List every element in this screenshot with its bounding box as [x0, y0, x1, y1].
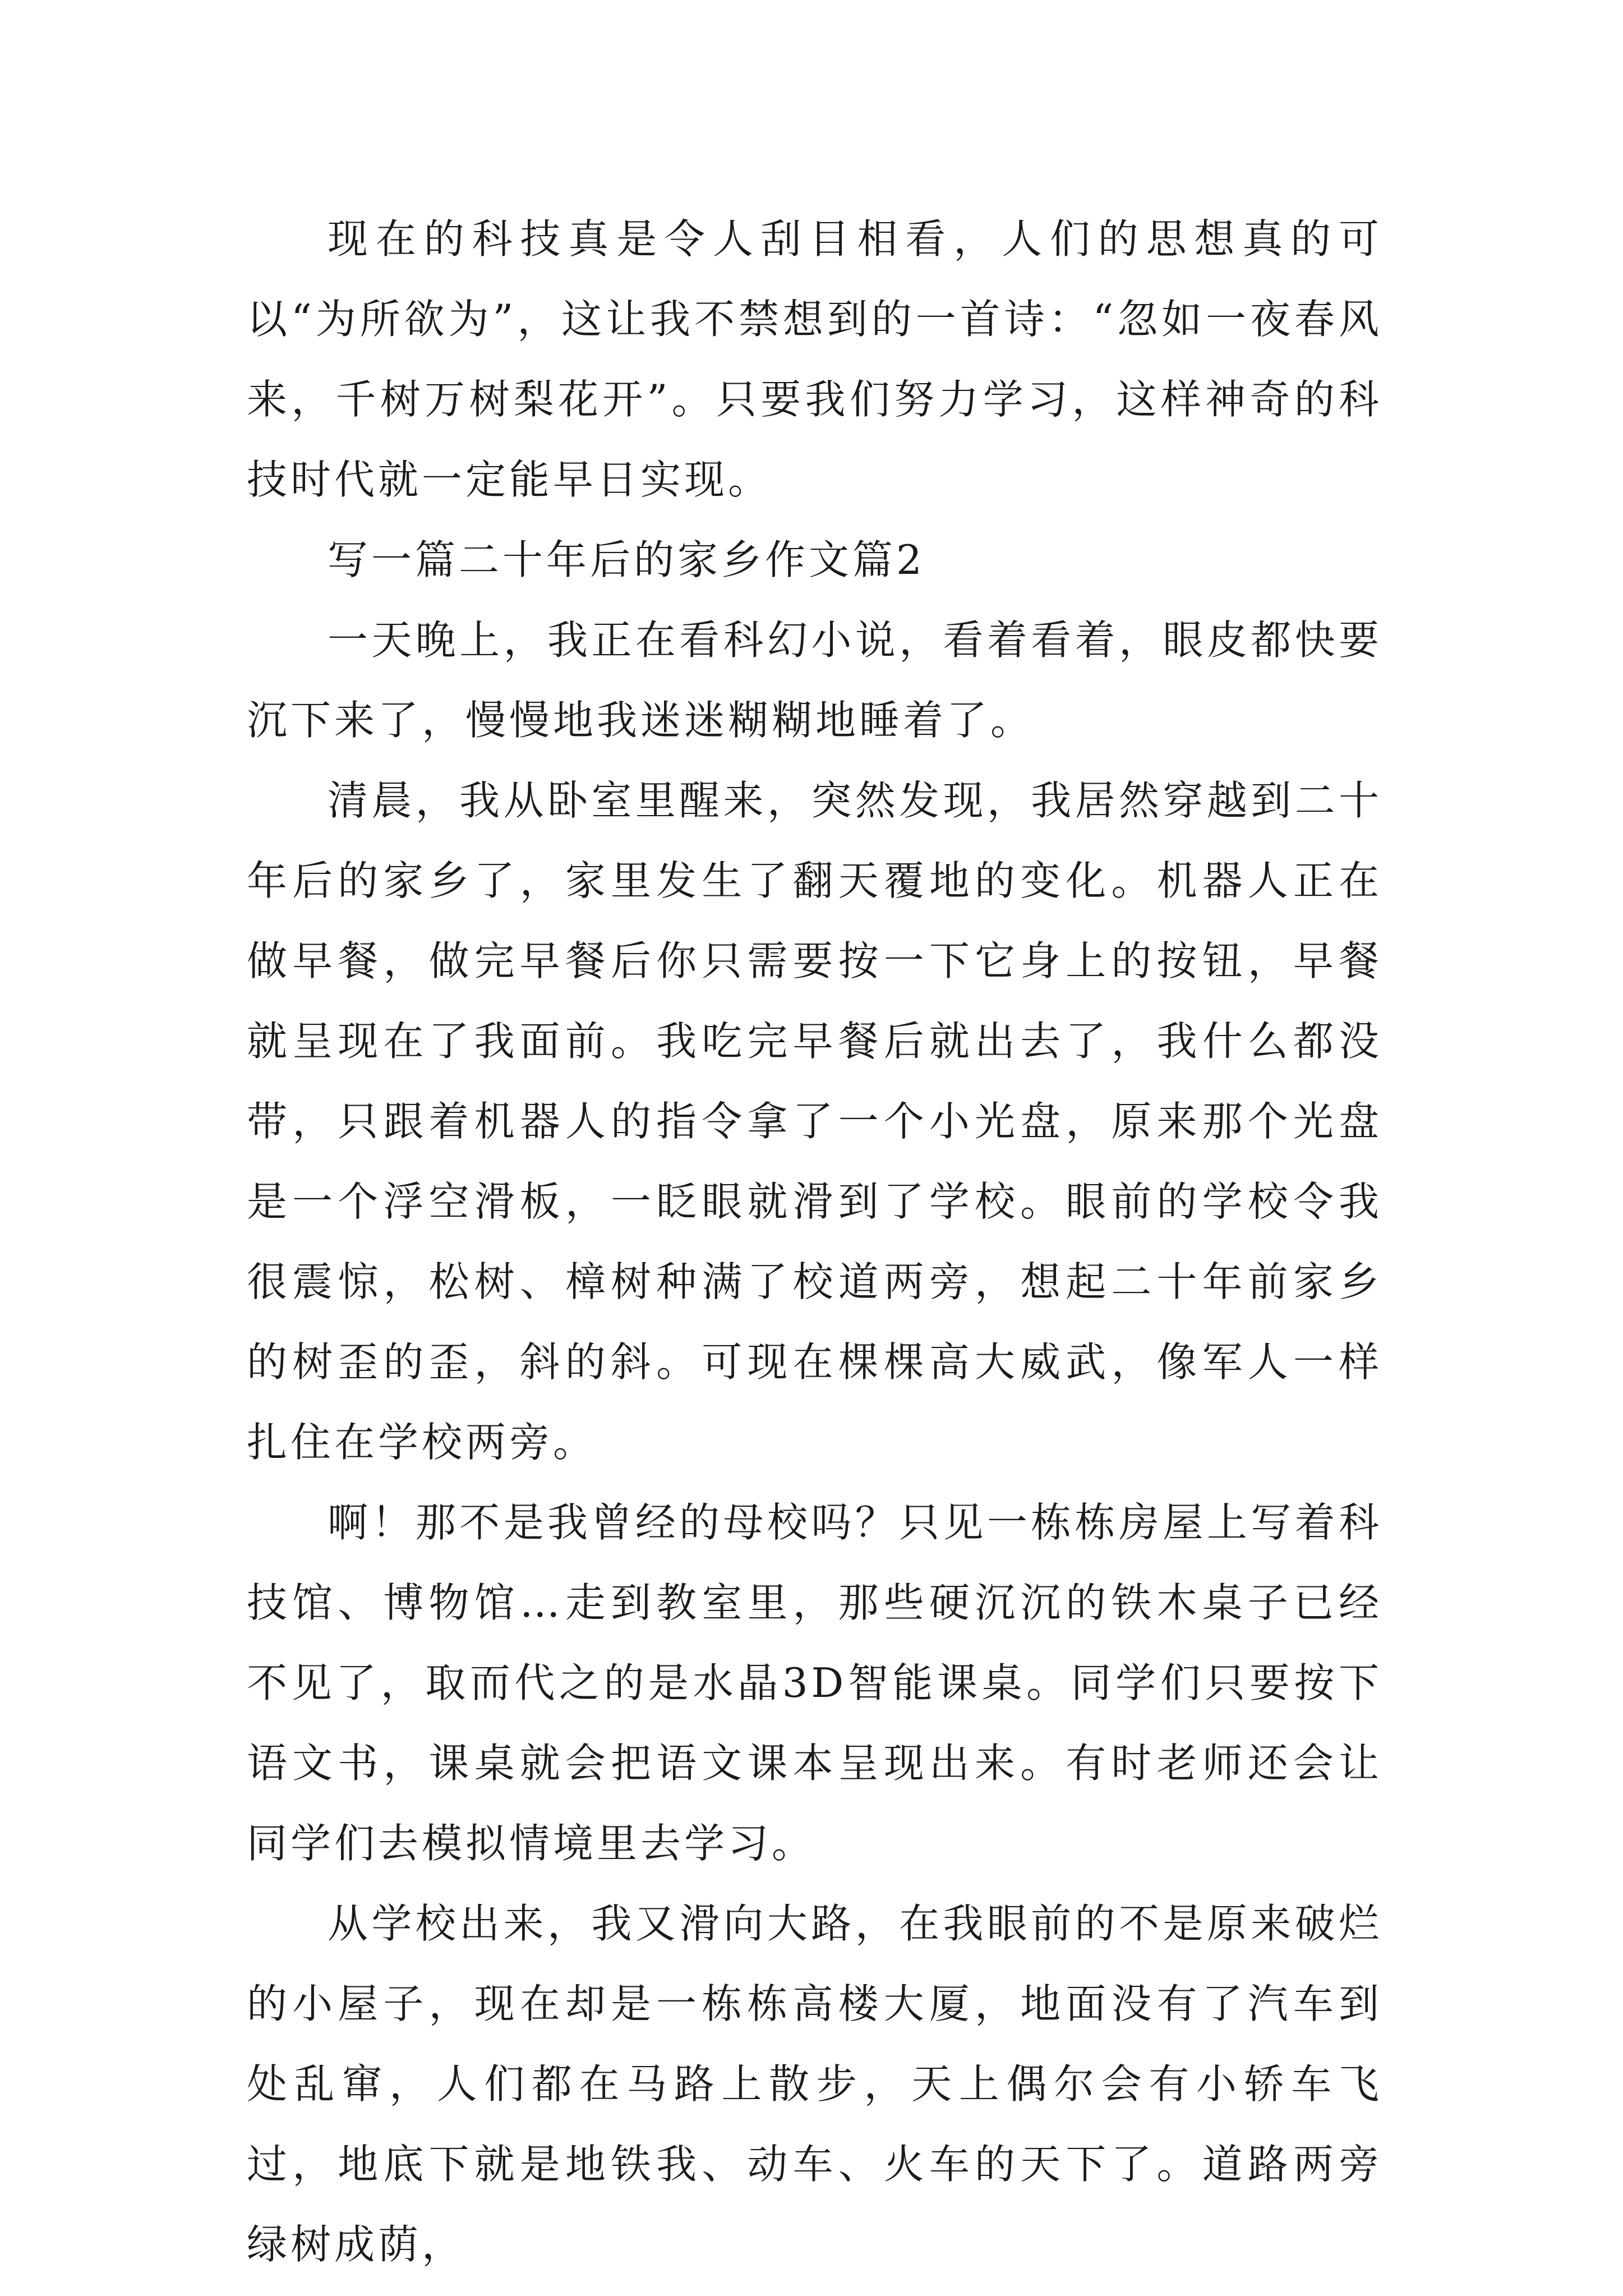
document-body [247, 199, 1382, 2285]
paragraph-2: 一天晚上，我正在看科幻小说，看着看着，眼皮都快要沉下来了，慢慢地我迷迷糊糊地睡着了。 [247, 616, 1382, 744]
paragraph-1: 现在的科技真是令人刮目相看，人们的思想真的可以“为所欲为”，这让我不禁想到的一首诗：“忽如一夜春风来，千树万树梨花开”。只要我们努力学习，这样神奇的科技时代就一定能早日实现。 [247, 215, 1382, 503]
paragraph-3: 清晨，我从卧室里醒来，突然发现，我居然穿越到二十年后的家乡了，家里发生了翻天覆地的变化。机器人正在做早餐，做完早餐后你只需要按一下它身上的按钮，早餐就呈现在了我面前。我吃完早餐后就出去了，我什么都没带，只跟着机器人的指令拿了一个小光盘，原来那个光盘是一个浮空滑板，一眨眼就滑到了学校。眼前的学校令我很震惊，松树、樟树种满了校道两旁，想起二十年前家乡的树歪的歪，斜的斜。可现在棵棵高大威武，像军人一样扎住在学校两旁。 [247, 777, 1382, 1466]
paragraph-5: 从学校出来，我又滑向大路，在我眼前的不是原来破烂的小屋子，现在却是一栋栋高楼大厦，地面没有了汽车到处乱窜，人们都在马路上散步，天上偶尔会有小轿车飞过，地底下就是地铁我、动车、火车的天下了。道路两旁绿树成荫， [247, 1900, 1382, 2268]
section-heading: 写一篇二十年后的家乡作文篇2 [328, 536, 925, 583]
paragraph-4: 啊！那不是我曾经的母校吗？只见一栋栋房屋上写着科技馆、博物馆…走到教室里，那些硬沉沉的铁木桌子已经不见了，取而代之的是水晶3D智能课桌。同学们只要按下语文书，课桌就会把语文课本呈现出来。有时老师还会让同学们去模拟情境里去学习。 [247, 1499, 1382, 1867]
